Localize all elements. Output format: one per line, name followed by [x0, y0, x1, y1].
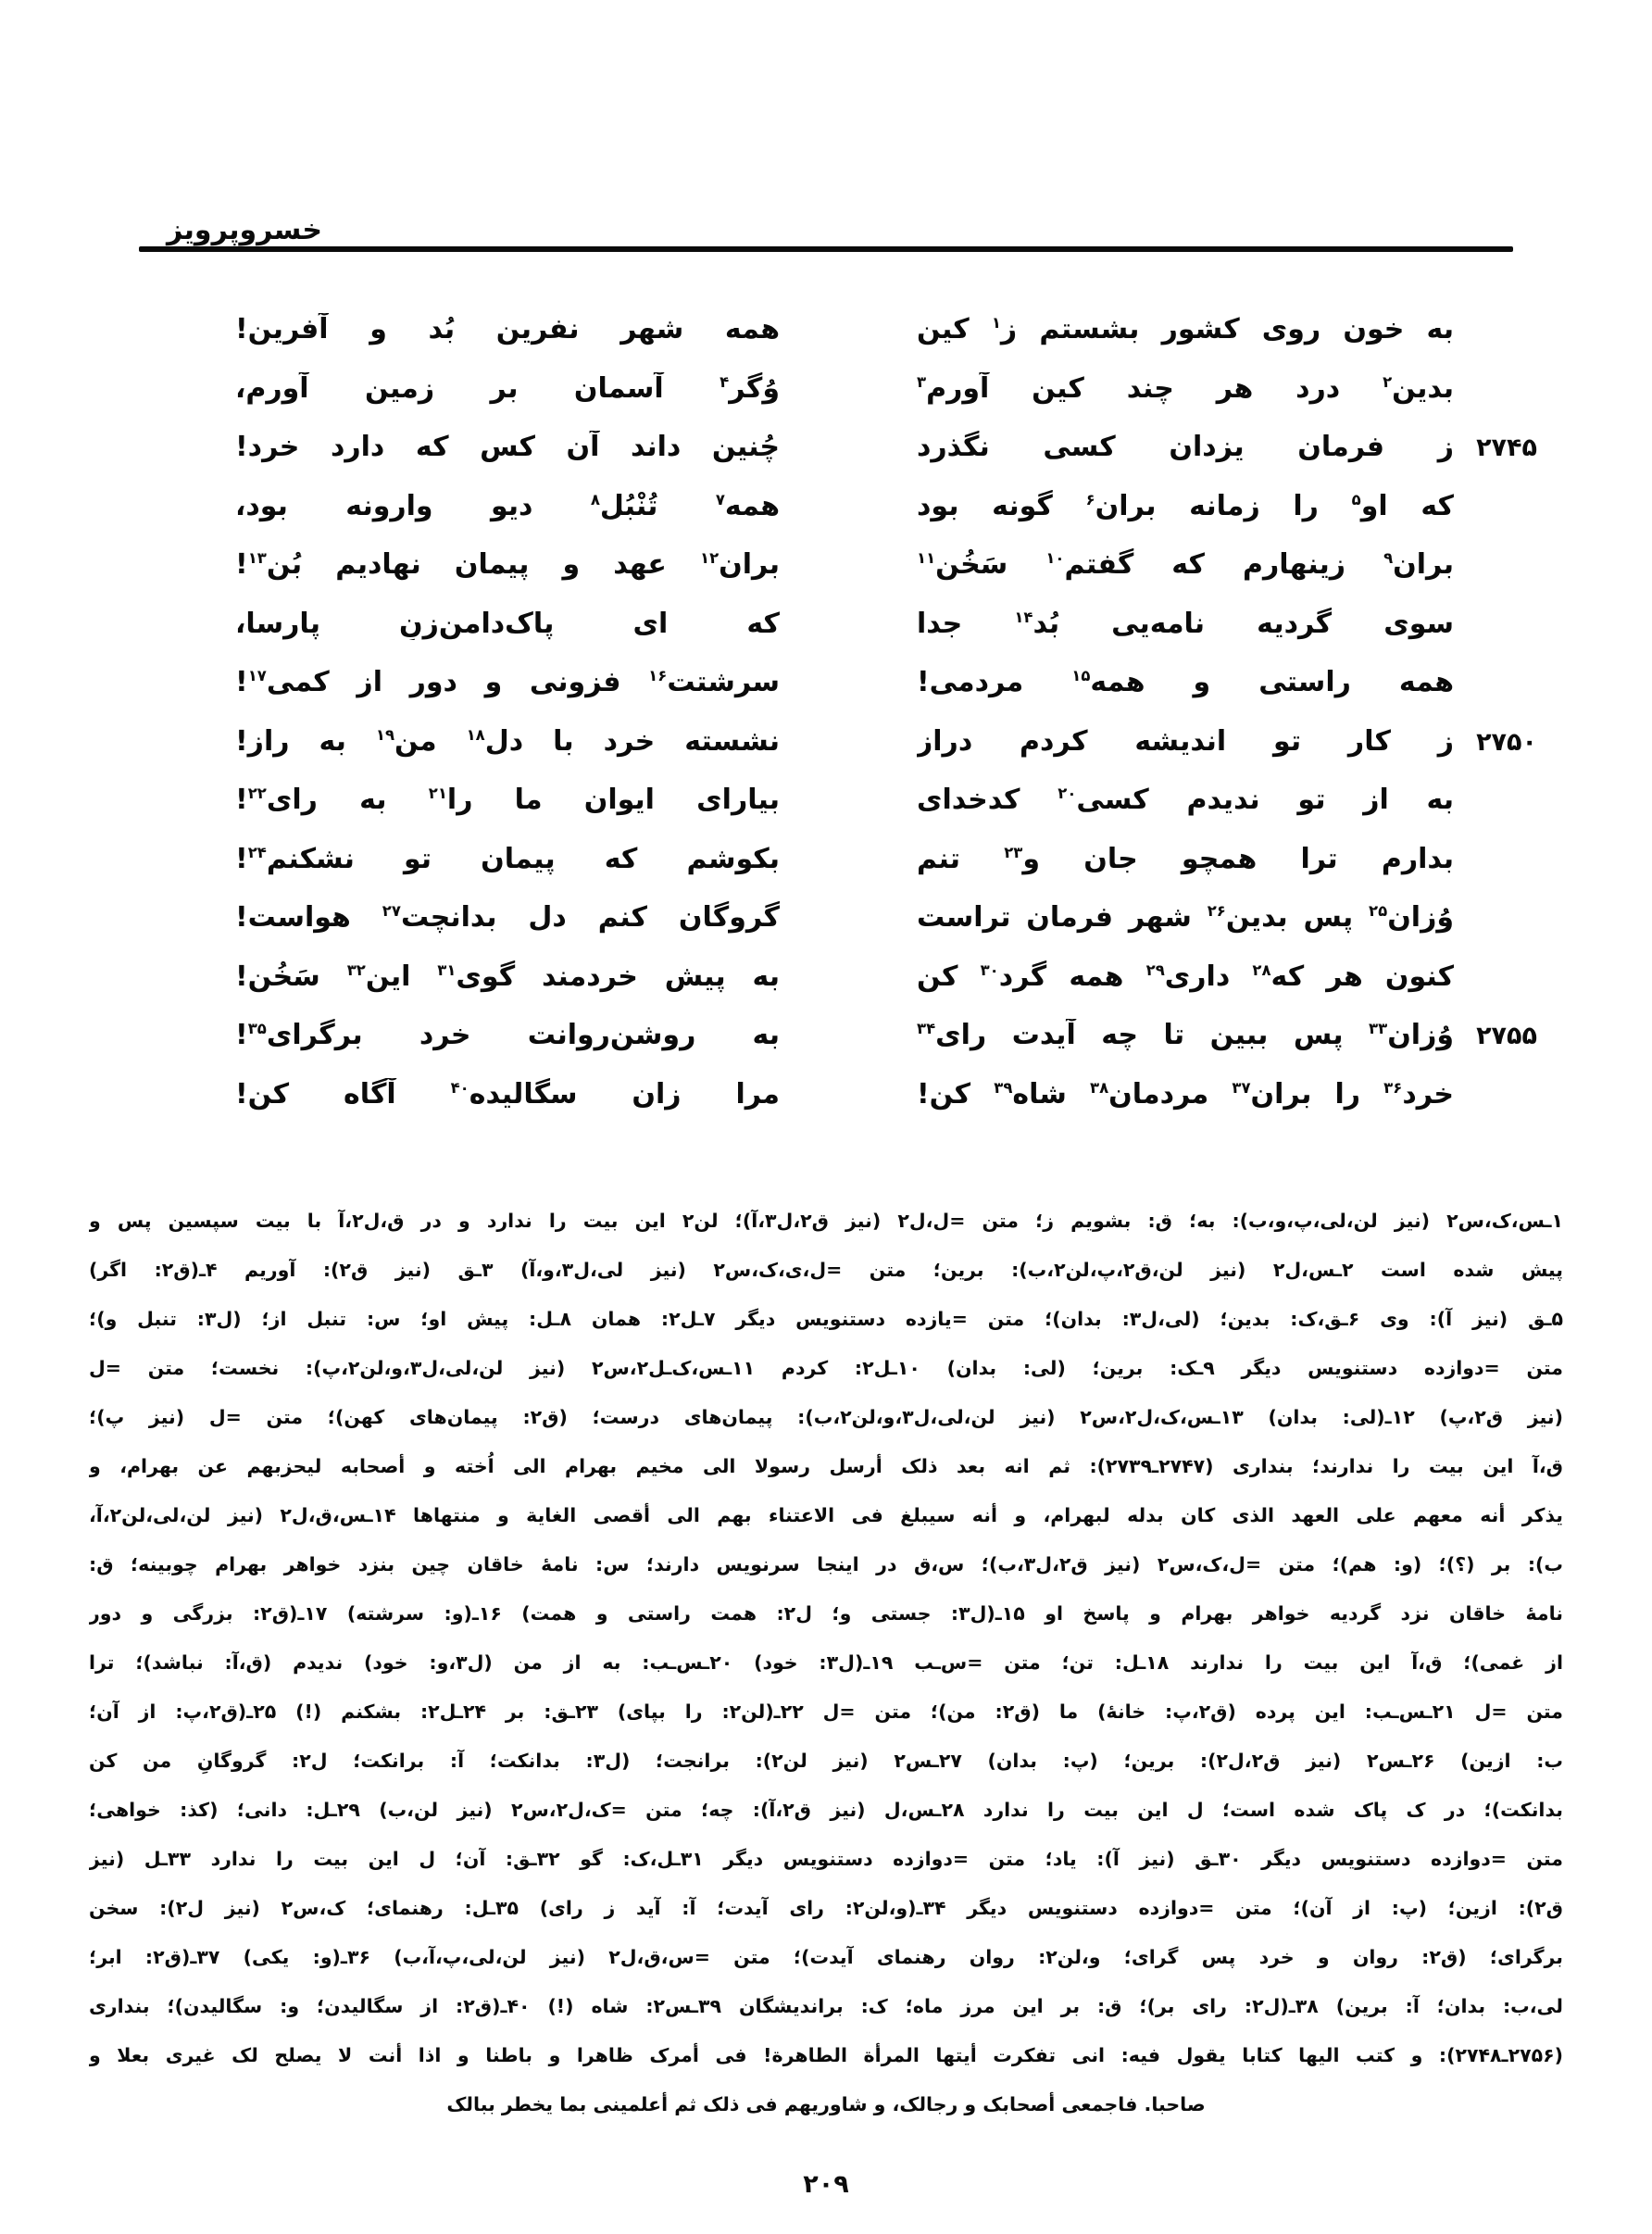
verse-row — [235, 313, 1537, 372]
hemistich-second: بران$^{۱۲}$ عهد و پیمان نهادیم بُن$^{۱۳}$! — [235, 548, 780, 581]
apparatus-line: لی،ب: بدان؛ آ: برین) ۳۸ـ(ل۲: رای بر)؛ ق: بر این مرز ماه؛ ک: براندیشگان ۳۹ـس۲: شاه (!) ۴۰ـ(ق۲: از سگالیدن؛ و: سگالیدن)؛ بنداری — [89, 1995, 1563, 2017]
apparatus-line: متن =دوازده دستنویس دیگر ۹ـک: برین؛ (لی: بدان) ۱۰ـل۲: کردم ۱۱ـس،ک‌ـل۲،س۲ (نیز لن،لی،ل۳،و،لن۲،پ): نخست؛ متن =ل — [89, 1357, 1563, 1379]
hemistich-first: همه راستی و همه$^{۱۵}$ مردمی! — [917, 666, 1454, 698]
verse-block — [235, 313, 1537, 1136]
apparatus-line: ب: ازین) ۲۶ـس۲ (نیز ق۲،ل۲): برین؛ (پ: بدان) ۲۷ـس۲ (نیز لن۲): برانجت؛ (ل۳: بدانکت؛ آ: برانکت؛ ل۲: گروگانِ من کن — [89, 1750, 1563, 1772]
hemistich-first: به خون روی کشور بشستم ز$^۱$ کین — [917, 313, 1454, 345]
apparatus-line: نامهٔ خاقان نزد گردیه خواهر بهرام و پاسخ او ۱۵ـ(ل۳: جستی و؛ ل۲: همت راستی و همت) ۱۶ـ(و: سرشته) ۱۷ـ(ق۲: بزرگی و دور — [89, 1602, 1563, 1625]
verse-row — [235, 490, 1537, 549]
hemistich-second: همه$^۷$ تُنْبُل$^۸$ دیوِ وارونه بود، — [235, 489, 780, 522]
apparatus-line: (۲۷۵۶ـ۲۷۴۸): و کتب الیها کتابا یقول فیه: انی تفکرت أیتها المرأة الطاهرة! فی أمرک ظاهرا و باطنا و اذا أنت لا یصلح لک غیری بعلا و — [89, 2044, 1563, 2066]
running-head — [139, 206, 1541, 252]
hemistich-first: سوی گردیه نامه‌یی بُد$^{۱۴}$ جدا — [917, 607, 1454, 640]
hemistich-second: سرشتت$^{۱۶}$ فزونی و دور از کمی$^{۱۷}$! — [235, 666, 780, 698]
hemistich-first: بدارم ترا همچو جان و$^{۲۳}$ تنم — [917, 842, 1454, 875]
hemistich-second: نشسته خرد با دل$^{۱۸}$ من$^{۱۹}$ به راز! — [235, 724, 780, 758]
hemistich-first: ز کار تو اندیشه کردم دراز — [917, 724, 1454, 758]
apparatus-line: ب): بر (؟)؛ (و: هم)؛ متن =ل،ک،س۲ (نیز ق۲،ل۳،ب)؛ س،ق در اینجا سرنویس دارند؛ س: نامهٔ خاقان چین بنزد خواهر بهرام چوبینه؛ ق: — [89, 1553, 1563, 1575]
apparatus-line: متن =ل ۲۱ـس‌ـب: این پرده (ق۲،پ: خانهٔ) ما (ق۲: من)؛ متن =ل ۲۲ـ(لن۲: را بپای) ۲۳ـق: بر ۲۴ـل۲: بشکنم (!) ۲۵ـ(ق۲،پ: از آن؛ — [89, 1701, 1563, 1723]
apparatus-line: پیش شده است ۲ـس،ل۲ (نیز لن،ق۲،پ،لن۲،ب): برین؛ متن =ل،ی،ک،س۲ (نیز لی،ل۳،و،آ) ۳ـق (نیز ق۲): آوریم ۴ـ(ق۲: اگر) — [89, 1259, 1563, 1281]
apparatus-line: برگرای؛ (ق۲: روان و خرد پس گرای؛ و،لن۲: روان رهنمای آیدت)؛ متن =س،ق،ل۲ (نیز لن،لی،پ،آ،ب) ۳۶ـ(و: یکی) ۳۷ـ(ق۲: ابر؛ — [89, 1946, 1563, 1968]
verse-row — [235, 372, 1537, 432]
hemistich-first: بدین$^۲$ درد هر چند کین آورم$^۳$ — [917, 371, 1454, 405]
apparatus-line-last: صاحبا. فاجمعی أصحابک و رجالک، و شاوریهم فی ذلک ثم أعلمینی بما یخطر ببالک — [446, 2093, 1206, 2115]
apparatus-line: یذکر أنه معهم علی العهد الذی کان بدله لبهرام، و أنه سیبلغ فی الاعتناء بهم الی أقصی الغایة و منتهاها ۱۴ـس،ق،ل۲ (نیز لن،لی،لن۲،آ، — [89, 1504, 1563, 1526]
hemistich-first: کنون هر که$^{۲۸}$ داری$^{۲۹}$ همه گرد$^{۳۰}$ کن — [917, 960, 1454, 993]
verse-row — [235, 725, 1537, 784]
verse-row — [235, 901, 1537, 960]
verse-row — [235, 960, 1537, 1020]
page-number: ۲۰۹ — [803, 2170, 849, 2199]
apparatus-line: از غمی)؛ ق،آ این بیت را ندارند ۱۸ـل: تن؛ متن =س‌ـب ۱۹ـ(ل۳: خود) ۲۰ـس‌ـب: به از من (ل۳،و: خود) ندیدم (ق،آ: نباشد)؛ ترا — [89, 1651, 1563, 1674]
apparatus-line: ۱ـس،ک،س۲ (نیز لن،لی،پ،و،ب): به؛ ق: بشویم ز؛ متن =ل،ل۲ (نیز ق۲،ل۳،آ)؛ لن۲ این بیت را ندارد و در ق،ل۲،آ با بیت سپسین پس و — [89, 1210, 1563, 1232]
hemistich-second: بکوشم که پیمان تو نشکنم$^{۲۴}$! — [235, 842, 780, 875]
chapter-title: خسروپرویز — [167, 214, 322, 246]
hemistich-second: گروگان کنم دل بدانچت$^{۲۷}$ هواست! — [235, 901, 780, 934]
hemistich-first: وُزان$^{۳۳}$ پس ببین تا چه آیدت رای$^{۳۴}$ — [917, 1019, 1454, 1051]
verse-row — [235, 843, 1537, 902]
hemistich-second: به پیش خردمند گوی$^{۳۱}$ این$^{۳۲}$ سَخُن! — [235, 960, 780, 993]
verse-row — [235, 548, 1537, 608]
apparatus-line: ق۲): ازین؛ (پ: از آن)؛ متن =دوازده دستنویس دیگر ۳۴ـ(و،لن۲: رای آیدت؛ آ: آید ز رای) ۳۵ـل: رهنمای؛ ک،س۲ (نیز ل۲): سخن — [89, 1897, 1563, 1919]
apparatus-line: بدانکت)؛ در ک پاک شده است؛ ل این بیت را ندارد ۲۸ـس،ل (نیز ق۲،آ): چه؛ متن =ک،ل۲،س۲ (نیز لن،ب) ۲۹ـل: دانی؛ (کذ: خواهی؛ — [89, 1799, 1563, 1821]
verse-row — [235, 1078, 1537, 1137]
verse-row — [235, 1019, 1537, 1078]
hemistich-second: همه شهر نفرین بُد و آفرین! — [235, 313, 780, 345]
apparatus-line: ۵ـق (نیز آ): وی ۶ـق،ک: بدین؛ (لی،ل۳: بدان)؛ متن =یازده دستنویس دیگر ۷ـل۲: همان ۸ـل: پیش او؛ س: تنبل از؛ (ل۳: تنبل و)؛ — [89, 1308, 1563, 1330]
verse-row — [235, 431, 1537, 490]
hemistich-second: به روشن‌روانت خرد برگرای$^{۳۵}$! — [235, 1019, 780, 1051]
critical-apparatus — [89, 1197, 1563, 2129]
verse-row — [235, 608, 1537, 667]
hemistich-first: که او$^۵$ را زمانه بران$^۶$ گونه بود — [917, 489, 1454, 522]
hemistich-first: وُزان$^{۲۵}$ پس بدین$^{۲۶}$ شهر فرمان تراست — [917, 901, 1454, 934]
hemistich-second: بیارای ایوان ما را$^{۲۱}$ به رای$^{۲۲}$! — [235, 784, 780, 816]
verse-row — [235, 784, 1537, 843]
hemistich-second: چُنین داند آن کس که دارد خرد! — [235, 431, 780, 463]
hemistich-first: خرد$^{۳۶}$ را بران$^{۳۷}$ مردمان$^{۳۸}$ شاه$^{۳۹}$ کن! — [917, 1077, 1454, 1111]
verse-number: ۲۷۵۵ — [1476, 1022, 1537, 1050]
hemistich-second: وُگر$^۴$ آسمان بر زمین آورم، — [235, 371, 780, 405]
verse-number: ۲۷۴۵ — [1476, 433, 1537, 462]
apparatus-line: (نیز ق۲،پ) ۱۲ـ(لی: بدان) ۱۳ـس،ک،ل۲،س۲ (نیز لن،لی،ل۳،و،لن۲،ب): پیمان‌های درست؛ (ق۲: پیمان‌های کهن)؛ متن =ل (نیز پ)؛ — [89, 1406, 1563, 1428]
hemistich-first: ز فرمان یزدان کسی نگذرد — [917, 431, 1454, 463]
apparatus-line: ق،آ این بیت را ندارند؛ بنداری (۲۷۴۷ـ۲۷۳۹): ثم انه بعد ذلک أرسل رسولا الی مخیم بهرام الی اُخته و أصحابه لیحزبهم عن بهرام، و — [89, 1455, 1563, 1477]
hemistich-first: به از تو ندیدم کسی$^{۲۰}$ کدخدای — [917, 784, 1454, 816]
verse-number: ۲۷۵۰ — [1476, 727, 1537, 757]
hemistich-second: که ای پاک‌دامن‌زنِ پارسا، — [235, 607, 780, 640]
verse-row — [235, 666, 1537, 725]
hemistich-second: مرا زان سگالیده$^{۴۰}$ آگاه کن! — [235, 1077, 780, 1111]
apparatus-line: متن =دوازده دستنویس دیگر ۳۰ـق (نیز آ): یاد؛ متن =دوازده دستنویس دیگر ۳۱ـل،ک: گو ۳۲ـق: آن؛ ل این بیت را ندارد ۳۳ـل (نیز — [89, 1848, 1563, 1870]
header-rule — [139, 246, 1513, 252]
hemistich-first: بران$^۹$ زینهارم که گفتم$^{۱۰}$ سَخُن$^{۱۱}$ — [917, 548, 1454, 581]
